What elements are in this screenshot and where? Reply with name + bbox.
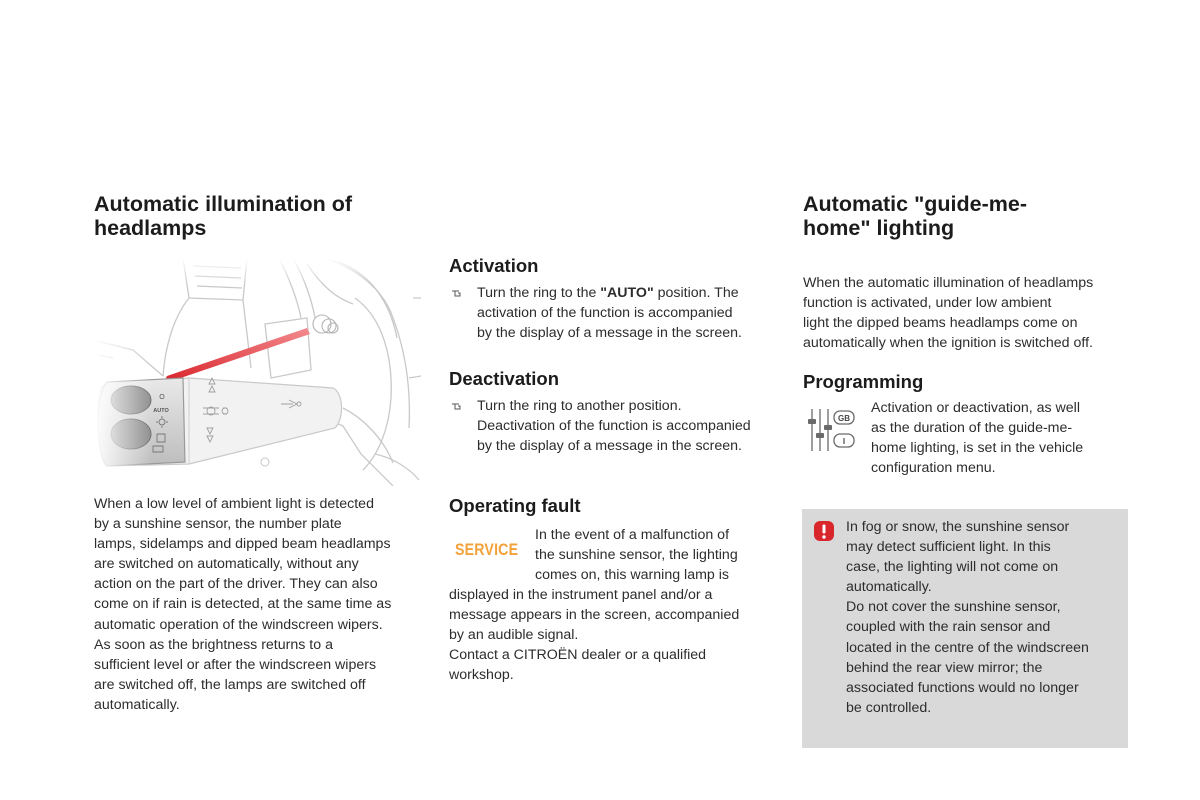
fault-text-beside [535, 525, 738, 585]
warning-line: case, the lighting will not come on [846, 559, 1059, 576]
warning-line: automatically. [846, 579, 932, 596]
body-line: are switched on automatically, without any [94, 556, 359, 573]
warning-line: Do not cover the sunshine sensor, [846, 599, 1061, 616]
configuration-menu-icon [806, 407, 858, 453]
section-title-guide-me-home [803, 192, 1027, 240]
warning-line: coupled with the rain sensor and [846, 619, 1051, 636]
fault-line: comes on, this warning lamp is [535, 567, 729, 584]
activation-line: activation of the function is accompanied [477, 305, 733, 322]
heading-operating-fault: Operating fault [449, 495, 581, 516]
deactivation-line: by the display of a message in the screen. [477, 438, 742, 455]
fault-line: displayed in the instrument panel and/or a [449, 587, 713, 603]
service-warning-lamp-icon: SERVICE [455, 541, 519, 559]
heading-activation: Activation [449, 255, 539, 276]
activation-text-pre: Turn the ring to the [477, 285, 601, 301]
pointing-hand-icon [451, 288, 463, 298]
fault-line: the sunshine sensor, the lighting [535, 547, 738, 564]
icon-label-i: I [842, 437, 846, 446]
warning-line: In fog or snow, the sunshine sensor [846, 519, 1070, 535]
intro-line: function is activated, under low ambient [803, 295, 1052, 312]
body-line: When a low level of ambient light is detected [94, 496, 374, 512]
warning-line: behind the rear view mirror; the [846, 659, 1043, 676]
body-line: action on the part of the driver. They can also [94, 576, 378, 593]
body-line: sufficient level or after the windscreen wipers [94, 656, 377, 673]
programming-line: as the duration of the guide-me- [871, 420, 1073, 437]
programming-text [871, 398, 1083, 478]
intro-line: light the dipped beams headlamps come on [803, 315, 1078, 332]
programming-line: Activation or deactivation, as well [871, 400, 1080, 416]
heading-programming: Programming [803, 371, 924, 392]
fault-line: In the event of a malfunction of [535, 527, 730, 543]
activation-text [477, 283, 742, 343]
body-line: come on if rain is detected, at the same time as [94, 596, 392, 613]
auto-illumination-body [94, 494, 391, 715]
programming-line: home lighting, is set in the vehicle [871, 440, 1084, 457]
guide-me-home-intro [803, 273, 1093, 353]
activation-text-post: position. The [653, 285, 739, 301]
body-line: are switched off, the lamps are switched off [94, 676, 366, 693]
title-line: Automatic illumination of [94, 192, 352, 216]
exclamation-warning-icon [814, 521, 834, 541]
icon-label-gb: GB [838, 414, 850, 423]
fault-text-below [449, 585, 739, 685]
intro-line: automatically when the ignition is switched off. [803, 335, 1093, 352]
body-line: lamps, sidelamps and dipped beam headlamps [94, 536, 391, 553]
section-title-auto-illumination [94, 192, 352, 240]
title-line: Automatic "guide-me- [803, 192, 1028, 216]
warning-line: be controlled. [846, 699, 932, 716]
warning-line: may detect sufficient light. In this [846, 539, 1051, 556]
fault-line: Contact a CITROËN dealer or a qualified [449, 647, 707, 664]
deactivation-text [477, 396, 751, 456]
fault-line: message appears in the screen, accompanied [449, 607, 740, 624]
body-line: As soon as the brightness returns to a [94, 636, 333, 653]
warning-line: located in the centre of the windscreen [846, 639, 1089, 656]
deactivation-line: Turn the ring to another position. [477, 398, 682, 414]
body-line: by a sunshine sensor, the number plate [94, 516, 342, 533]
body-line: automatically. [94, 696, 180, 713]
intro-line: When the automatic illumination of headlamps [803, 275, 1094, 291]
warning-line: associated functions would no longer [846, 679, 1079, 696]
programming-line: configuration menu. [871, 460, 996, 477]
auto-position-label: "AUTO" [600, 285, 654, 301]
activation-line [477, 283, 742, 303]
heading-deactivation: Deactivation [449, 368, 560, 389]
pointing-hand-icon [451, 401, 463, 411]
lighting-stalk-illustration [93, 258, 421, 486]
fault-line: by an audible signal. [449, 627, 579, 644]
title-line: home" lighting [803, 216, 955, 240]
deactivation-line: Deactivation of the function is accompanied [477, 418, 751, 435]
body-line: automatic operation of the windscreen wipers. [94, 616, 383, 633]
warning-text [846, 517, 1089, 718]
fault-line: workshop. [449, 667, 514, 684]
activation-line: by the display of a message in the screen. [477, 325, 742, 342]
title-line: headlamps [94, 216, 207, 240]
